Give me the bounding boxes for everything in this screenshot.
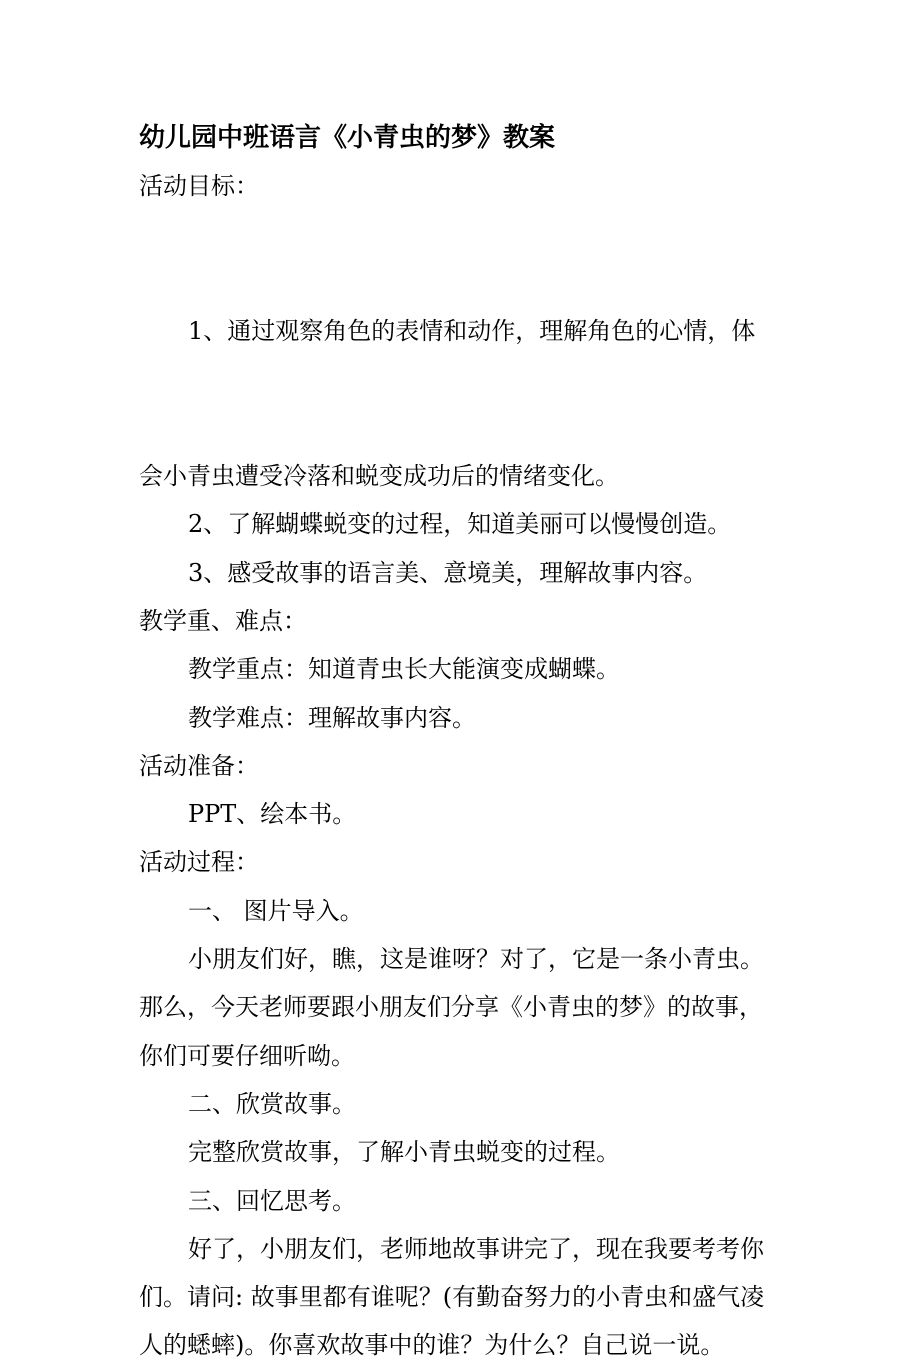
step-3-line-2: 们。请问: 故事里都有谁呢？(有勤奋努力的小青虫和盛气凌 [139, 1283, 765, 1312]
difficult-point: 教学难点：理解故事内容。 [188, 703, 476, 732]
goal-1 [139, 211, 789, 452]
key-point: 教学重点：知道青虫长大能演变成蝴蝶。 [188, 655, 620, 684]
goal-1-continuation: 会小青虫遭受冷落和蜕变成功后的情绪变化。 [139, 462, 619, 491]
step-1-line-2: 那么，今天老师要跟小朋友们分享《小青虫的梦》的故事， [139, 993, 763, 1022]
step-2-heading: 二、欣赏故事。 [188, 1089, 356, 1118]
step-2-text: 完整欣赏故事，了解小青虫蜕变的过程。 [188, 1138, 620, 1167]
step-3-heading: 三、回忆思考。 [188, 1186, 356, 1215]
document-body [139, 114, 789, 1370]
process-heading: 活动过程： [139, 848, 259, 877]
step-3-line-3: 人的蟋蟀)。你喜欢故事中的谁？为什么？自己说一说。 [139, 1331, 725, 1360]
document-title: 幼儿园中班语言《小青虫的梦》教案 [139, 123, 556, 153]
step-1-line-3: 你们可要仔细听呦。 [139, 1041, 355, 1070]
goal-3: 3、感受故事的语言美、意境美，理解故事内容。 [188, 558, 708, 587]
step-1-line-1: 小朋友们好，瞧，这是谁呀？对了，它是一条小青虫。 [188, 945, 764, 974]
goals-heading: 活动目标： [139, 172, 259, 201]
preparation-heading: 活动准备： [139, 751, 259, 780]
step-1-heading: 一、 图片导入。 [188, 896, 364, 925]
step-3-line-1: 好了，小朋友们，老师地故事讲完了，现在我要考考你 [188, 1234, 764, 1263]
goal-2: 2、了解蝴蝶蜕变的过程，知道美丽可以慢慢创造。 [188, 510, 732, 539]
preparation-text: PPT、绘本书。 [188, 800, 357, 829]
goal-1-line-1: 1、通过观察角色的表情和动作，理解角色的心情，体 [188, 317, 756, 346]
key-points-heading: 教学重、难点： [139, 606, 307, 635]
